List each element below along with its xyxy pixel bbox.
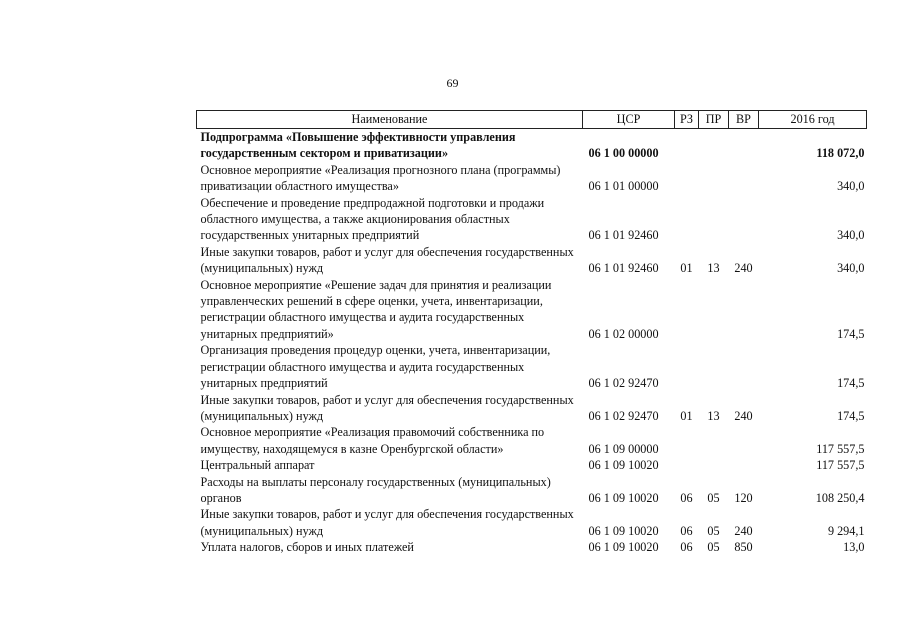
row-name: Обеспечение и проведение предпродажной подготовки и продажи областного имущества, а также акционирования областных государственных унитарных предприятий xyxy=(200,195,545,243)
row-csr: 06 1 01 92460 xyxy=(588,261,659,276)
row-csr: 06 1 02 92470 xyxy=(588,376,659,391)
row-vr: 850 xyxy=(734,540,753,555)
row-pr: 05 xyxy=(707,490,720,505)
header-year: 2016 год xyxy=(759,111,867,129)
table-header xyxy=(197,111,867,129)
row-amount: 13,0 xyxy=(843,540,865,555)
row-csr: 06 1 09 10020 xyxy=(588,540,659,555)
row-vr xyxy=(729,424,759,457)
row-name: Основное мероприятие «Реализация правомочий собственника по имуществу, находящемуся в казне Оренбургской области» xyxy=(200,425,545,456)
row-vr: 240 xyxy=(734,408,753,423)
row-csr: 06 1 02 00000 xyxy=(588,326,659,341)
row-amount: 9 294,1 xyxy=(827,523,865,538)
page-number: 69 xyxy=(446,76,459,90)
row-rz: 06 xyxy=(680,540,693,555)
row-rz: 01 xyxy=(680,261,693,276)
row-name: Иные закупки товаров, работ и услуг для обеспечения государственных (муниципальных) нужд xyxy=(200,507,574,538)
row-amount: 340,0 xyxy=(837,261,865,276)
row-rz: 06 xyxy=(680,523,693,538)
table-row xyxy=(197,457,867,473)
table-row xyxy=(197,506,867,539)
row-pr xyxy=(699,162,729,195)
header-rz: РЗ xyxy=(675,111,699,129)
row-csr: 06 1 09 10020 xyxy=(588,458,659,473)
row-amount: 340,0 xyxy=(837,228,865,243)
row-rz xyxy=(675,342,699,391)
row-amount: 117 557,5 xyxy=(816,441,865,456)
row-vr xyxy=(729,129,759,162)
row-csr: 06 1 09 10020 xyxy=(588,523,659,538)
row-name: Центральный аппарат xyxy=(200,458,315,473)
row-csr: 06 1 00 00000 xyxy=(588,146,659,161)
table-row xyxy=(197,195,867,244)
row-csr: 06 1 02 92470 xyxy=(588,408,659,423)
row-name: Расходы на выплаты персоналу государственных (муниципальных) органов xyxy=(200,474,551,505)
table-row xyxy=(197,277,867,343)
row-vr xyxy=(729,162,759,195)
row-amount: 108 250,4 xyxy=(815,490,865,505)
header-csr: ЦСР xyxy=(583,111,675,129)
row-pr: 05 xyxy=(707,540,720,555)
budget-table xyxy=(196,110,867,556)
row-pr: 13 xyxy=(707,408,720,423)
row-pr xyxy=(699,457,729,473)
row-name: Иные закупки товаров, работ и услуг для обеспечения государственных (муниципальных) нужд xyxy=(200,392,574,423)
row-rz xyxy=(675,424,699,457)
row-rz: 06 xyxy=(680,490,693,505)
row-pr xyxy=(699,195,729,244)
table-body xyxy=(197,129,867,556)
table-row xyxy=(197,539,867,555)
header-pr: ПР xyxy=(699,111,729,129)
row-name: Уплата налогов, сборов и иных платежей xyxy=(200,540,414,555)
row-amount: 174,5 xyxy=(837,326,865,341)
row-amount: 174,5 xyxy=(837,376,865,391)
row-csr: 06 1 09 00000 xyxy=(588,441,659,456)
row-rz xyxy=(675,457,699,473)
row-pr xyxy=(699,129,729,162)
row-rz xyxy=(675,277,699,343)
row-rz xyxy=(675,129,699,162)
table-row xyxy=(197,424,867,457)
table-row xyxy=(197,474,867,507)
row-name: Организация проведения процедур оценки, учета, инвентаризации, регистрации областного имущества и аудита государственных унитарных предприятий xyxy=(200,343,551,391)
row-pr: 13 xyxy=(707,261,720,276)
table-row xyxy=(197,162,867,195)
row-name: Иные закупки товаров, работ и услуг для обеспечения государственных (муниципальных) нужд xyxy=(200,244,574,276)
row-csr: 06 1 01 92460 xyxy=(588,228,659,243)
row-csr: 06 1 09 10020 xyxy=(588,490,659,505)
row-amount: 174,5 xyxy=(837,408,865,423)
row-vr: 240 xyxy=(734,261,753,276)
header-vr: ВР xyxy=(729,111,759,129)
row-pr xyxy=(699,277,729,343)
row-name: Основное мероприятие «Решение задач для принятия и реализации управленческих решений в сфере оценки, учета, инвентаризации, регистрации областного имущества и аудита государственных унитарных предприятий» xyxy=(200,277,552,341)
row-rz xyxy=(675,162,699,195)
row-name: Подпрограмма «Повышение эффективности управления государственным сектором и приватизации» xyxy=(200,130,516,161)
table-row xyxy=(197,244,867,277)
row-rz: 01 xyxy=(680,408,693,423)
row-vr: 120 xyxy=(734,490,753,505)
table-row xyxy=(197,392,867,425)
row-vr xyxy=(729,342,759,391)
row-pr xyxy=(699,342,729,391)
row-vr: 240 xyxy=(734,523,753,538)
row-amount: 118 072,0 xyxy=(816,146,865,161)
header-name: Наименование xyxy=(197,111,583,129)
row-vr xyxy=(729,457,759,473)
row-pr: 05 xyxy=(707,523,720,538)
row-amount: 340,0 xyxy=(837,179,865,194)
row-vr xyxy=(729,195,759,244)
table-row xyxy=(197,342,867,391)
row-amount: 117 557,5 xyxy=(816,458,865,473)
row-name: Основное мероприятие «Реализация прогнозного плана (программы) приватизации областного имущества» xyxy=(200,162,561,194)
table-row xyxy=(197,129,867,162)
row-rz xyxy=(675,195,699,244)
row-pr xyxy=(699,424,729,457)
row-csr: 06 1 01 00000 xyxy=(588,179,659,194)
row-vr xyxy=(729,277,759,343)
